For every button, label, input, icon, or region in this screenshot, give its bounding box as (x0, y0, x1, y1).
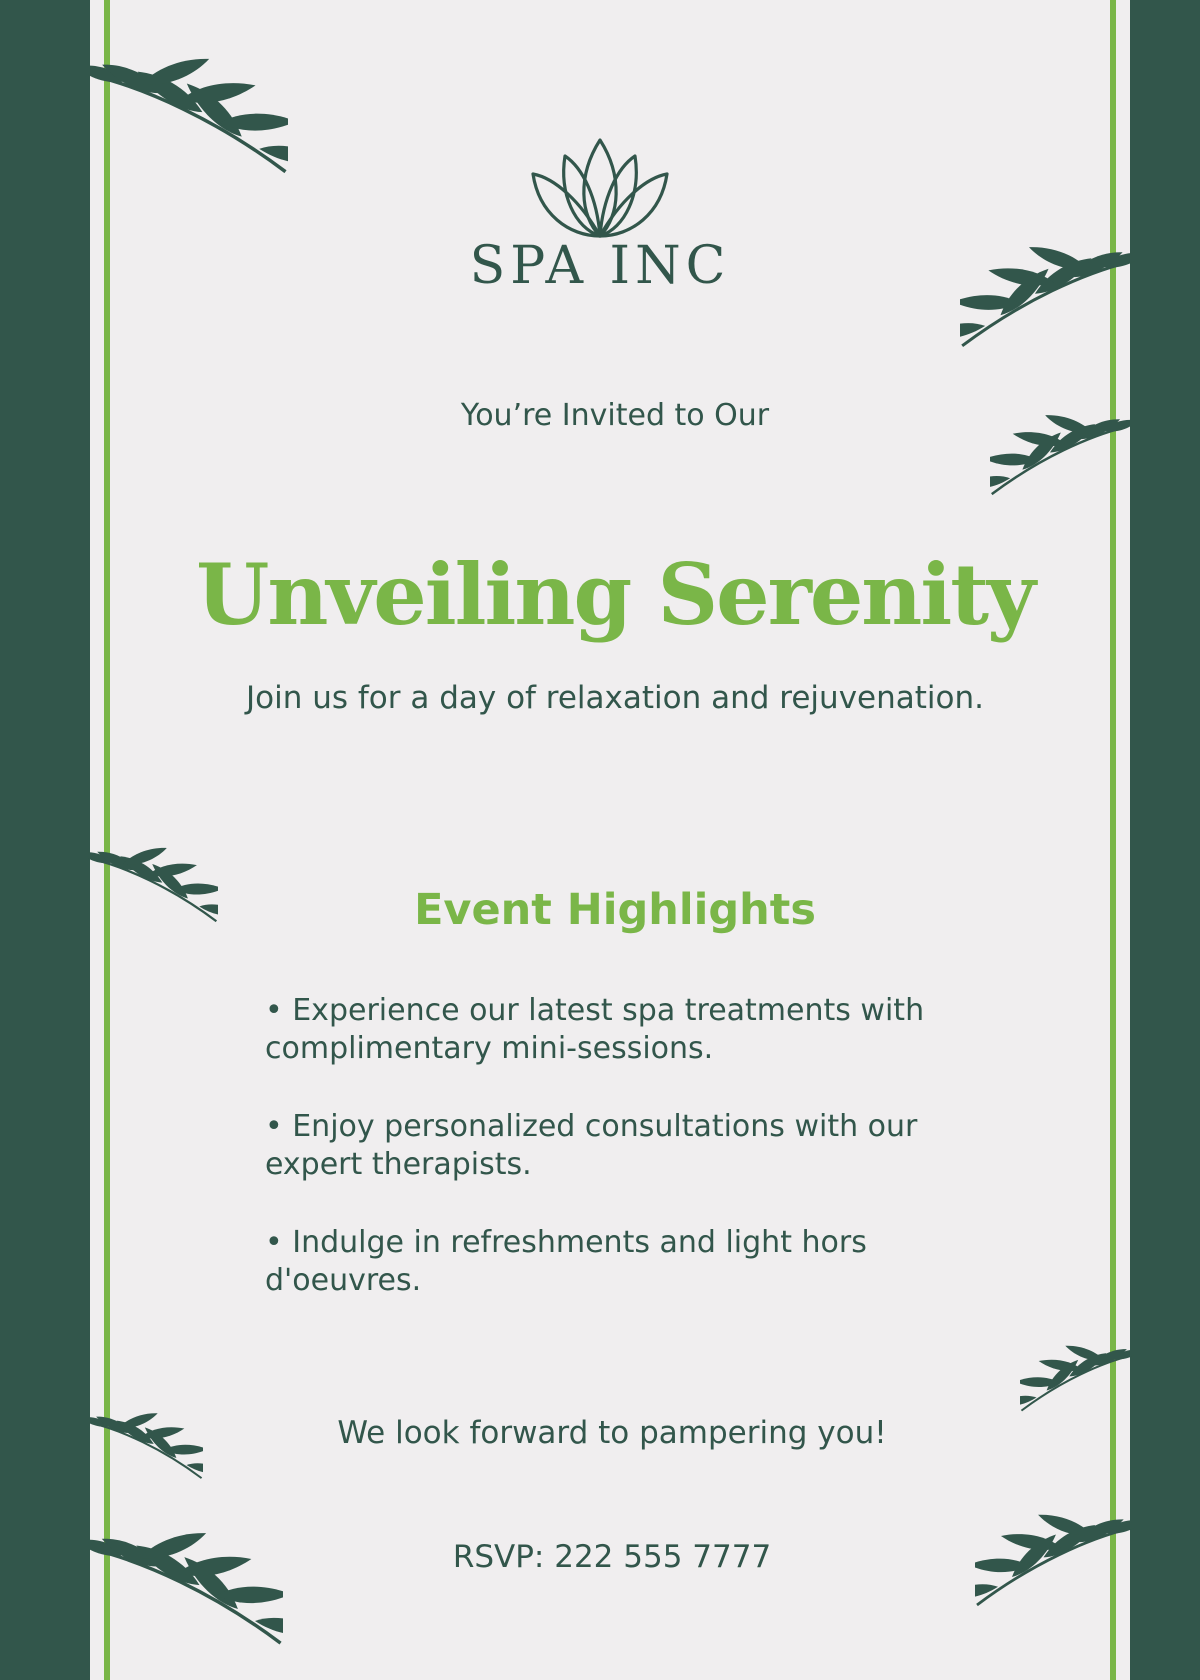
list-item: • Experience our latest spa treatments with complimentary mini-sessions. (265, 993, 925, 1066)
event-subtitle: Join us for a day of relaxation and rejuvenation. (245, 680, 984, 716)
list-item: • Enjoy personalized consultations with our expert therapists. (265, 1109, 918, 1182)
brand-name: SPA INC (469, 236, 731, 296)
lotus-icon (525, 136, 675, 244)
rsvp-contact: RSVP: 222 555 7777 (452, 1539, 772, 1575)
list-item: • Indulge in refreshments and light hors d'oeuvres. (265, 1225, 867, 1298)
leaf-branch-icon (88, 10, 288, 200)
invite-intro: You’re Invited to Our (460, 398, 770, 433)
highlights-heading: Event Highlights (414, 885, 816, 935)
highlights-list (265, 992, 975, 1340)
event-title: Unveiling Serenity (196, 545, 1034, 644)
closing-message: We look forward to pampering you! (337, 1415, 887, 1451)
